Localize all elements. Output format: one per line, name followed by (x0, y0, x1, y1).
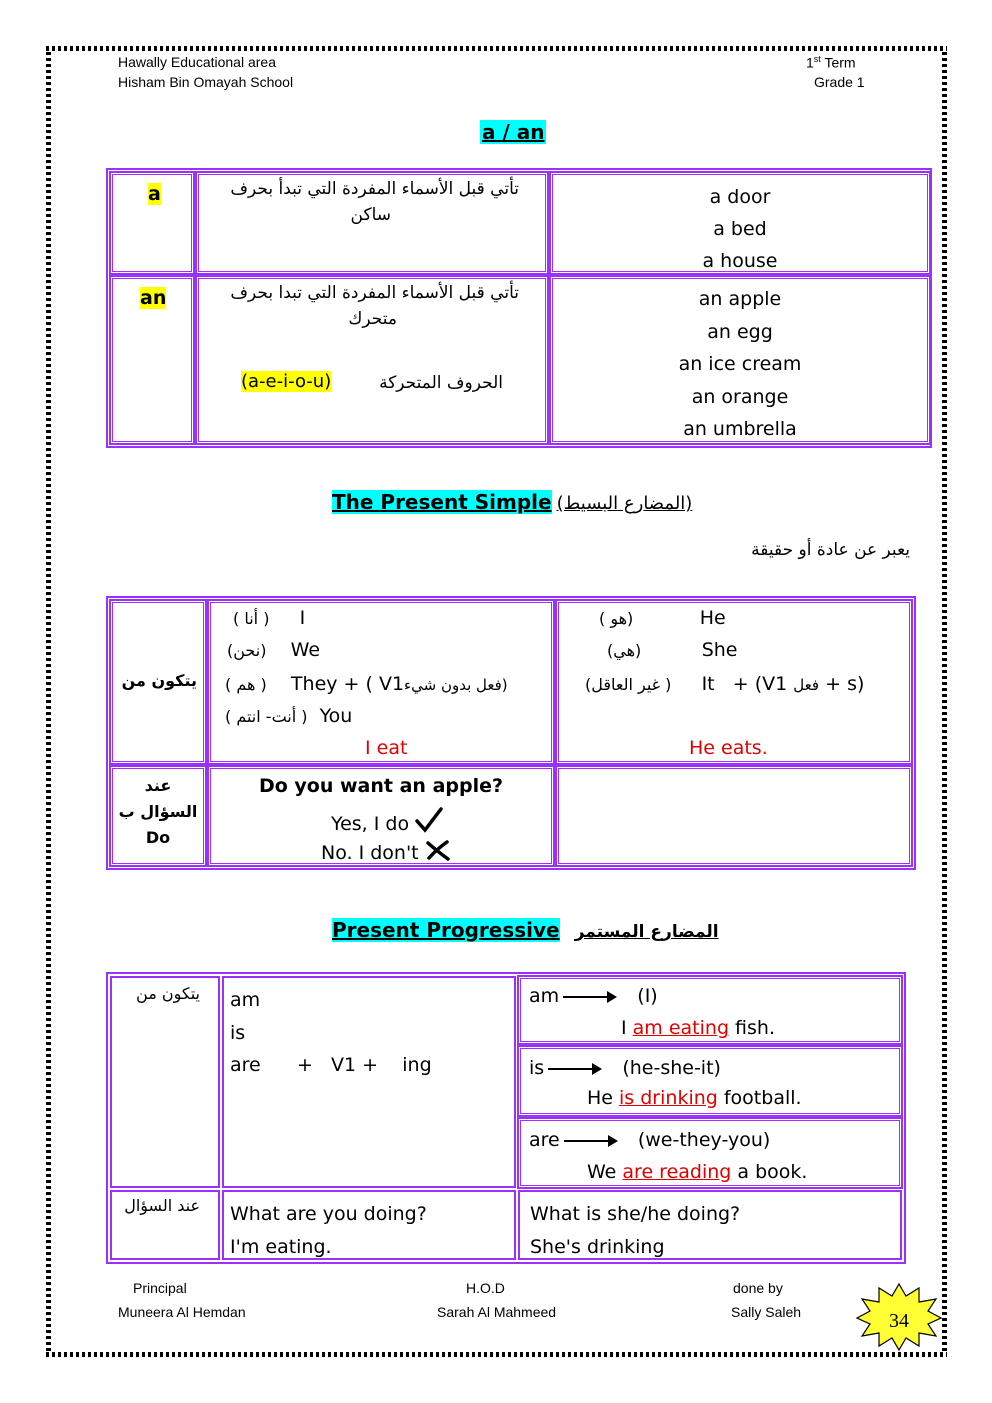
pp-question-left-cell (222, 1190, 516, 1260)
rule-a-line1: تأتي قبل الأسماء المفردة التي تبدأ بحرف (230, 179, 519, 199)
example-item: a door (709, 186, 771, 208)
pp-question-right (530, 1198, 740, 1264)
ps-formed-cell (110, 600, 206, 764)
pp-row-are-head: are (we-they-you) (529, 1129, 771, 1151)
pp-row-is-example: He is drinking football. (587, 1087, 802, 1109)
arrow-icon (563, 996, 615, 998)
example-item: an apple (698, 288, 782, 310)
ps-empty-cell (556, 766, 912, 866)
present-progressive-title-ar: المضارع المستمر (574, 922, 719, 942)
ps-row-it: (غير العاقل ) It + (V1 فعل + s) (585, 673, 865, 695)
pp-aux-are: are + V1 + ing (230, 1054, 432, 1076)
pp-formula-cell (222, 976, 516, 1188)
pp-question-you: What are you doing? (230, 1203, 427, 1225)
ps-row-they: ( هم ) They + ( V1فعل بدون شيء) (225, 673, 508, 695)
example-item: an ice cream (678, 353, 802, 375)
footer-hod-title: H.O.D (466, 1280, 505, 1296)
ps-question-label-cell (110, 766, 206, 866)
pp-aux-am: am (230, 989, 261, 1011)
rule-cell-an (196, 276, 548, 444)
example-item: a bed (713, 218, 767, 240)
ps-left-cell (208, 600, 554, 764)
pp-row-am-head: am (I) (529, 985, 658, 1007)
ps-example-i-eat: I eat (365, 737, 408, 759)
example-item: a house (702, 250, 778, 272)
ps-row-she: (هي) She (607, 639, 738, 661)
pp-question-she: What is she/he doing? (530, 1203, 741, 1225)
pp-aux-is: is (230, 1021, 246, 1044)
checkmark-icon (415, 807, 443, 833)
pp-row-is (518, 1046, 902, 1116)
present-simple-description: يعبر عن عادة أو حقيقة (751, 540, 910, 560)
vowels: (a-e-i-o-u) (241, 371, 332, 392)
ps-row-he: ( هو) He (599, 607, 726, 629)
rule-cell-a (196, 172, 548, 274)
ps-formed-label: يتكون من (121, 671, 197, 690)
section-title-present-progressive (332, 918, 719, 942)
arrow-icon (548, 1068, 600, 1070)
footer-hod-name: Sarah Al Mahmeed (437, 1304, 557, 1320)
pp-row-am (518, 976, 902, 1044)
pp-row-is-head: is (he-she-it) (529, 1057, 721, 1079)
ps-row-i: ( أنا ) I (233, 607, 306, 629)
ps-answer-yes: Yes, I do (331, 807, 443, 835)
example-item: an egg (707, 320, 773, 343)
examples-a (553, 181, 927, 277)
ps-answer-no: No. I don't (321, 839, 451, 864)
pp-question-right-cell (518, 1190, 902, 1260)
school-area: Hawally Educational area (118, 54, 276, 70)
term-label: 1st Term (806, 54, 856, 71)
present-simple-title-ar: (المضارع البسيط) (556, 493, 693, 514)
pp-answer-you: I'm eating. (230, 1236, 332, 1258)
section-title-present-simple (332, 490, 692, 514)
arrow-icon (564, 1140, 616, 1142)
ps-question-cell (208, 766, 554, 866)
present-progressive-title: Present Progressive (332, 918, 560, 942)
examples-cell-a (550, 172, 930, 274)
examples-cell-an (550, 276, 930, 444)
ps-row-we: (نحن) We (227, 639, 321, 661)
ps-right-cell (556, 600, 912, 764)
rule-an-line1: تأتي قبل الأسماء المفردة التي تبدا بحرف (230, 283, 519, 303)
ps-question: Do you want an apple? (258, 775, 504, 797)
ps-question-label: عند السؤال ب Do (118, 776, 198, 847)
pp-row-are-example: We are reading a book. (587, 1161, 808, 1183)
examples-an (553, 283, 927, 446)
pp-question-label: عند السؤال (124, 1196, 200, 1215)
label-a: a (148, 183, 161, 205)
footer-done-name: Sally Saleh (731, 1304, 802, 1320)
pp-row-are (518, 1118, 902, 1188)
label-cell-a (110, 172, 194, 274)
present-simple-title: The Present Simple (332, 490, 552, 514)
pp-answer-she: She's drinking (530, 1236, 665, 1258)
rule-a-line2: ساكن (350, 205, 391, 225)
label-an: an (140, 287, 167, 309)
pp-aux-list (230, 984, 432, 1082)
footer-principal-title: Principal (133, 1280, 187, 1296)
cross-icon (425, 839, 451, 861)
label-cell-an (110, 276, 194, 444)
grade-label: Grade 1 (814, 74, 865, 90)
pp-question-label-cell (110, 1190, 220, 1260)
example-item: an umbrella (683, 418, 797, 440)
pp-formed-label: يتكون من (136, 984, 200, 1003)
rule-an-line2: متحرك (348, 309, 397, 329)
example-item: an orange (691, 385, 789, 408)
footer-done-title: done by (733, 1280, 783, 1296)
pp-formed-cell (110, 976, 220, 1188)
pp-question-left (230, 1198, 427, 1264)
vowels-label: الحروف المتحركة (379, 373, 503, 393)
school-name: Hisham Bin Omayah School (118, 74, 294, 90)
pp-row-am-example: I am eating fish. (621, 1017, 776, 1039)
page-number: 34 (889, 1310, 909, 1332)
section-title-a-an: a / an (482, 120, 545, 144)
footer-principal-name: Muneera Al Hemdan (118, 1304, 246, 1320)
ps-row-you: ( أنت- انتم ) You (225, 705, 353, 727)
ps-example-he-eats: He eats. (689, 737, 768, 759)
